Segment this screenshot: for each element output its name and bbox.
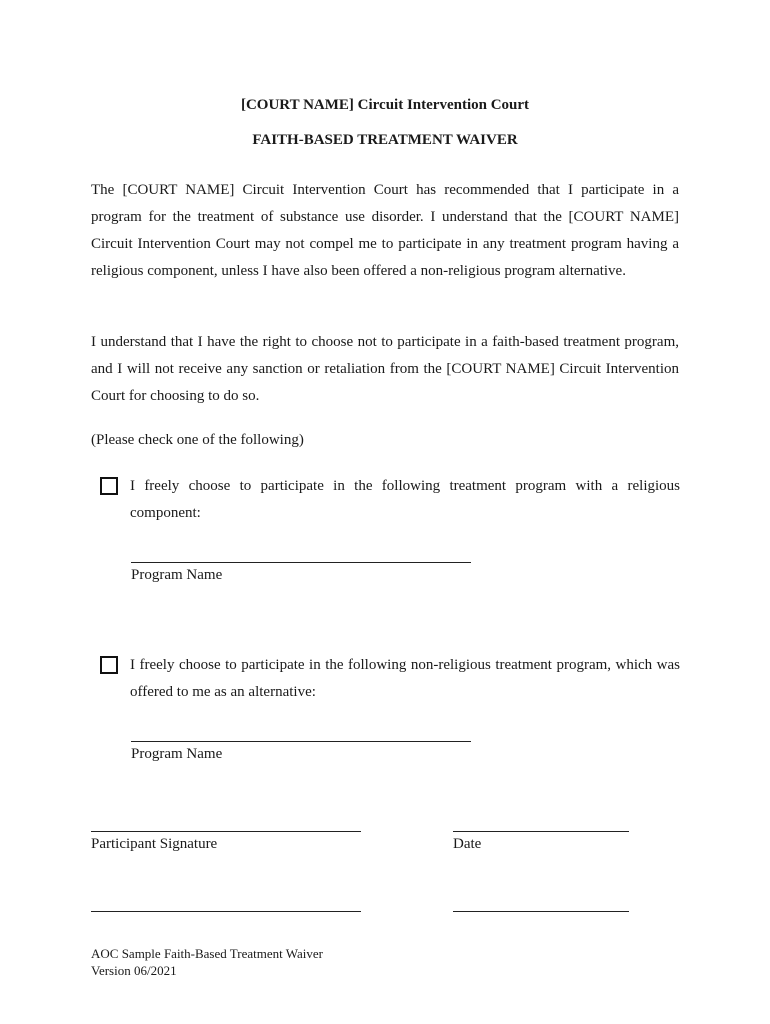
- court-title: [COURT NAME] Circuit Intervention Court: [240, 97, 530, 113]
- intro-paragraph: The [COURT NAME] Circuit Intervention Court has recommended that I participate in a program for the treatment of substance use disorder. I understand that the [COURT NAME] Circuit Intervention Court may not compel me to participate in any treatment program having a religious component, unless I have also been offered a non-religious program alternative.: [91, 182, 679, 279]
- participant-signature-field[interactable]: [91, 831, 361, 832]
- religious-option-text: I freely choose to participate in the following treatment program with a religious component:: [130, 478, 680, 521]
- non-religious-option-checkbox[interactable]: [100, 656, 118, 674]
- second-date-field[interactable]: [453, 911, 629, 912]
- participant-signature-label: Participant Signature: [91, 836, 218, 852]
- non-religious-program-name-label: Program Name: [131, 746, 223, 762]
- non-religious-program-name-field[interactable]: [131, 741, 471, 742]
- date-label: Date: [453, 836, 482, 852]
- footer-version: Version 06/2021: [91, 963, 177, 978]
- religious-option-checkbox[interactable]: [100, 477, 118, 495]
- footer-form-name: AOC Sample Faith-Based Treatment Waiver: [91, 946, 323, 961]
- second-signature-field[interactable]: [91, 911, 361, 912]
- rights-paragraph: I understand that I have the right to choose not to participate in a faith-based treatment program, and I will not receive any sanction or retaliation from the [COURT NAME] Circuit Intervention Court for choosing to do so.: [91, 334, 679, 404]
- religious-program-name-label: Program Name: [131, 567, 223, 583]
- religious-program-name-field[interactable]: [131, 562, 471, 563]
- form-title: FAITH-BASED TREATMENT WAIVER: [252, 132, 518, 148]
- date-field[interactable]: [453, 831, 629, 832]
- non-religious-option-text: I freely choose to participate in the following non-religious treatment program, which was offered to me as an alternative:: [130, 657, 680, 700]
- instruction-text: (Please check one of the following): [91, 432, 304, 448]
